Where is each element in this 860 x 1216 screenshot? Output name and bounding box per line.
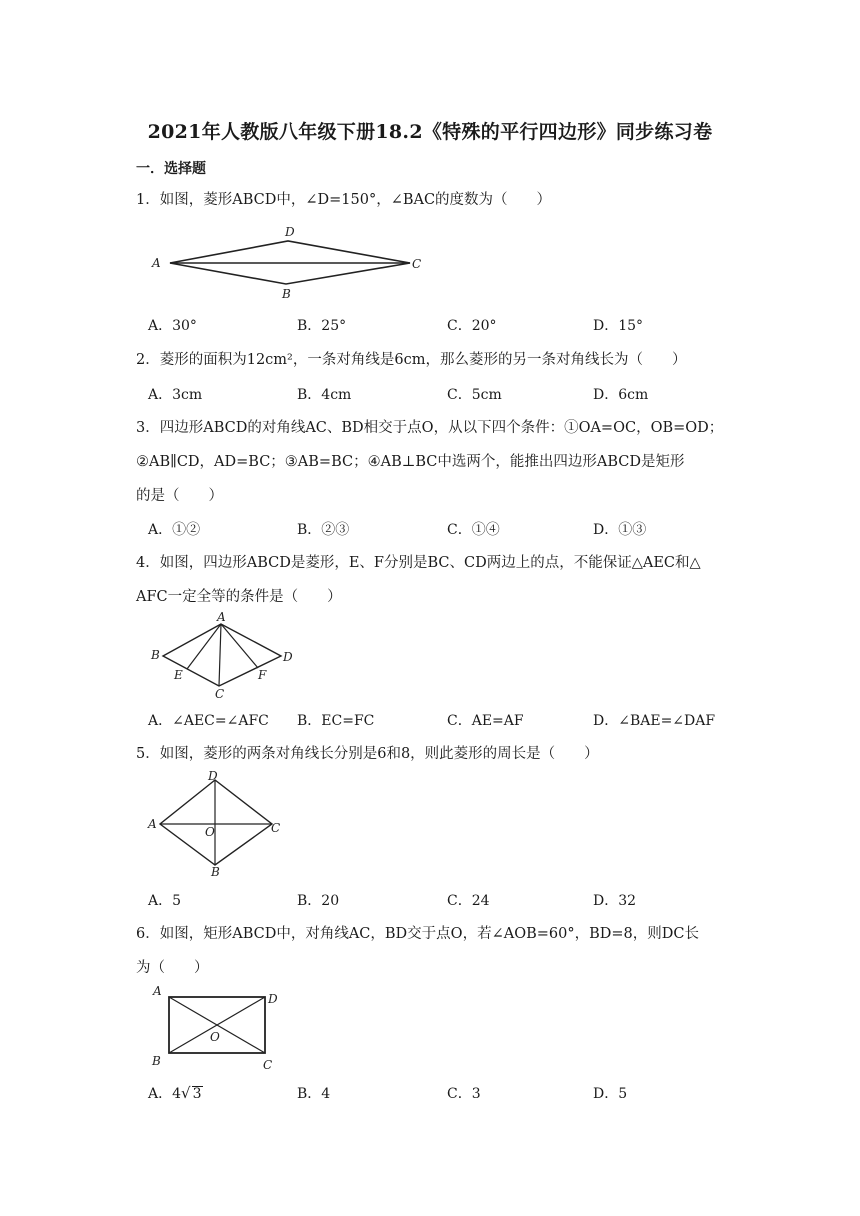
question-2-stem: 2．菱形的面积为12cm²，一条对角线是6cm，那么菱形的另一条对角线长为（ ） [136,352,687,368]
q6-option-b: B．4 [297,1086,331,1102]
label-c: C [215,687,225,701]
label-c: C [263,1058,273,1072]
q4-option-a: A．∠AEC=∠AFC [148,713,269,729]
diagonal-ac [219,624,221,686]
segment-ae [187,624,221,669]
label-b: B [151,648,160,662]
label-b: B [282,287,291,301]
label-d: D [268,992,278,1006]
q1-option-d: D．15° [593,318,644,334]
question-5-stem: 5．如图，菱形的两条对角线长分别是6和8，则此菱形的周长是（ ） [136,746,599,762]
label-d: D [208,770,218,783]
label-b: B [152,1054,161,1068]
q5-option-b: B．20 [297,893,340,909]
label-a: A [153,984,162,998]
q3-option-c: C．①④ [447,522,500,538]
q2-option-b: B．4cm [297,387,352,403]
q5-option-d: D．32 [593,893,637,909]
page-title: 2021年人教版八年级下册18.2《特殊的平行四边形》同步练习卷 [147,121,713,143]
q4-option-c: C．AE=AF [447,713,524,729]
radical-sign-icon: √ [181,1084,191,1102]
question-6-stem-line-1: 6．如图，矩形ABCD中，对角线AC，BD交于点O，若∠AOB=60°，BD=8，则DC长 [136,926,699,942]
label-f: F [258,668,267,682]
q5-option-c: C．24 [447,893,490,909]
label-b: B [211,865,220,879]
q1-option-b: B．25° [297,318,347,334]
q6-option-a-radicand: 3 [192,1086,202,1102]
label-d: D [285,225,295,239]
question-1-figure [148,220,433,302]
label-a: A [148,817,157,831]
q6-option-a-coefficient: A．4 [148,1086,182,1102]
label-a: A [217,612,226,624]
q5-option-a: A．5 [148,893,182,909]
q4-option-d: D．∠BAE=∠DAF [593,713,716,729]
section-heading: 一．选择题 [136,161,206,177]
label-d: D [283,650,293,664]
q3-option-d: D．①③ [593,522,647,538]
q1-option-c: C．20° [447,318,497,334]
q6-option-d: D．5 [593,1086,628,1102]
question-1-stem: 1．如图，菱形ABCD中，∠D=150°，∠BAC的度数为（ ） [136,192,552,208]
q6-option-a [148,1083,203,1103]
question-3-stem-line-2: ②AB∥CD，AD=BC；③AB=BC；④AB⊥BC中选两个，能推出四边形ABCD是矩形 [136,454,685,470]
question-6-figure [148,983,288,1073]
question-4-figure [148,612,298,702]
question-6-stem-line-2: 为（ ） [136,960,209,976]
question-3-stem-line-3: 的是（ ） [136,488,223,504]
q1-option-a: A．30° [148,318,197,334]
q3-option-b: B．②③ [297,522,350,538]
q2-option-c: C．5cm [447,387,502,403]
label-c: C [412,257,422,271]
q2-option-d: D．6cm [593,387,649,403]
question-3-stem-line-1: 3．四边形ABCD的对角线AC、BD相交于点O，从以下四个条件：①OA=OC，OB=OD； [136,420,724,436]
label-o: O [205,825,215,839]
q4-option-b: B．EC=FC [297,713,375,729]
label-c: C [271,821,281,835]
label-e: E [174,668,183,682]
label-o: O [210,1030,220,1044]
rhombus-abcd [160,780,272,865]
segment-af [221,624,258,668]
q3-option-a: A．①② [148,522,201,538]
question-4-stem-line-2: AFC一定全等的条件是（ ） [136,589,342,605]
q2-option-a: A．3cm [148,387,203,403]
question-4-stem-line-1: 4．如图，四边形ABCD是菱形，E、F分别是BC、CD两边上的点，不能保证△AEC和△ [136,555,701,571]
label-a: A [152,256,161,270]
q6-option-c: C．3 [447,1086,481,1102]
question-5-figure [145,770,285,880]
